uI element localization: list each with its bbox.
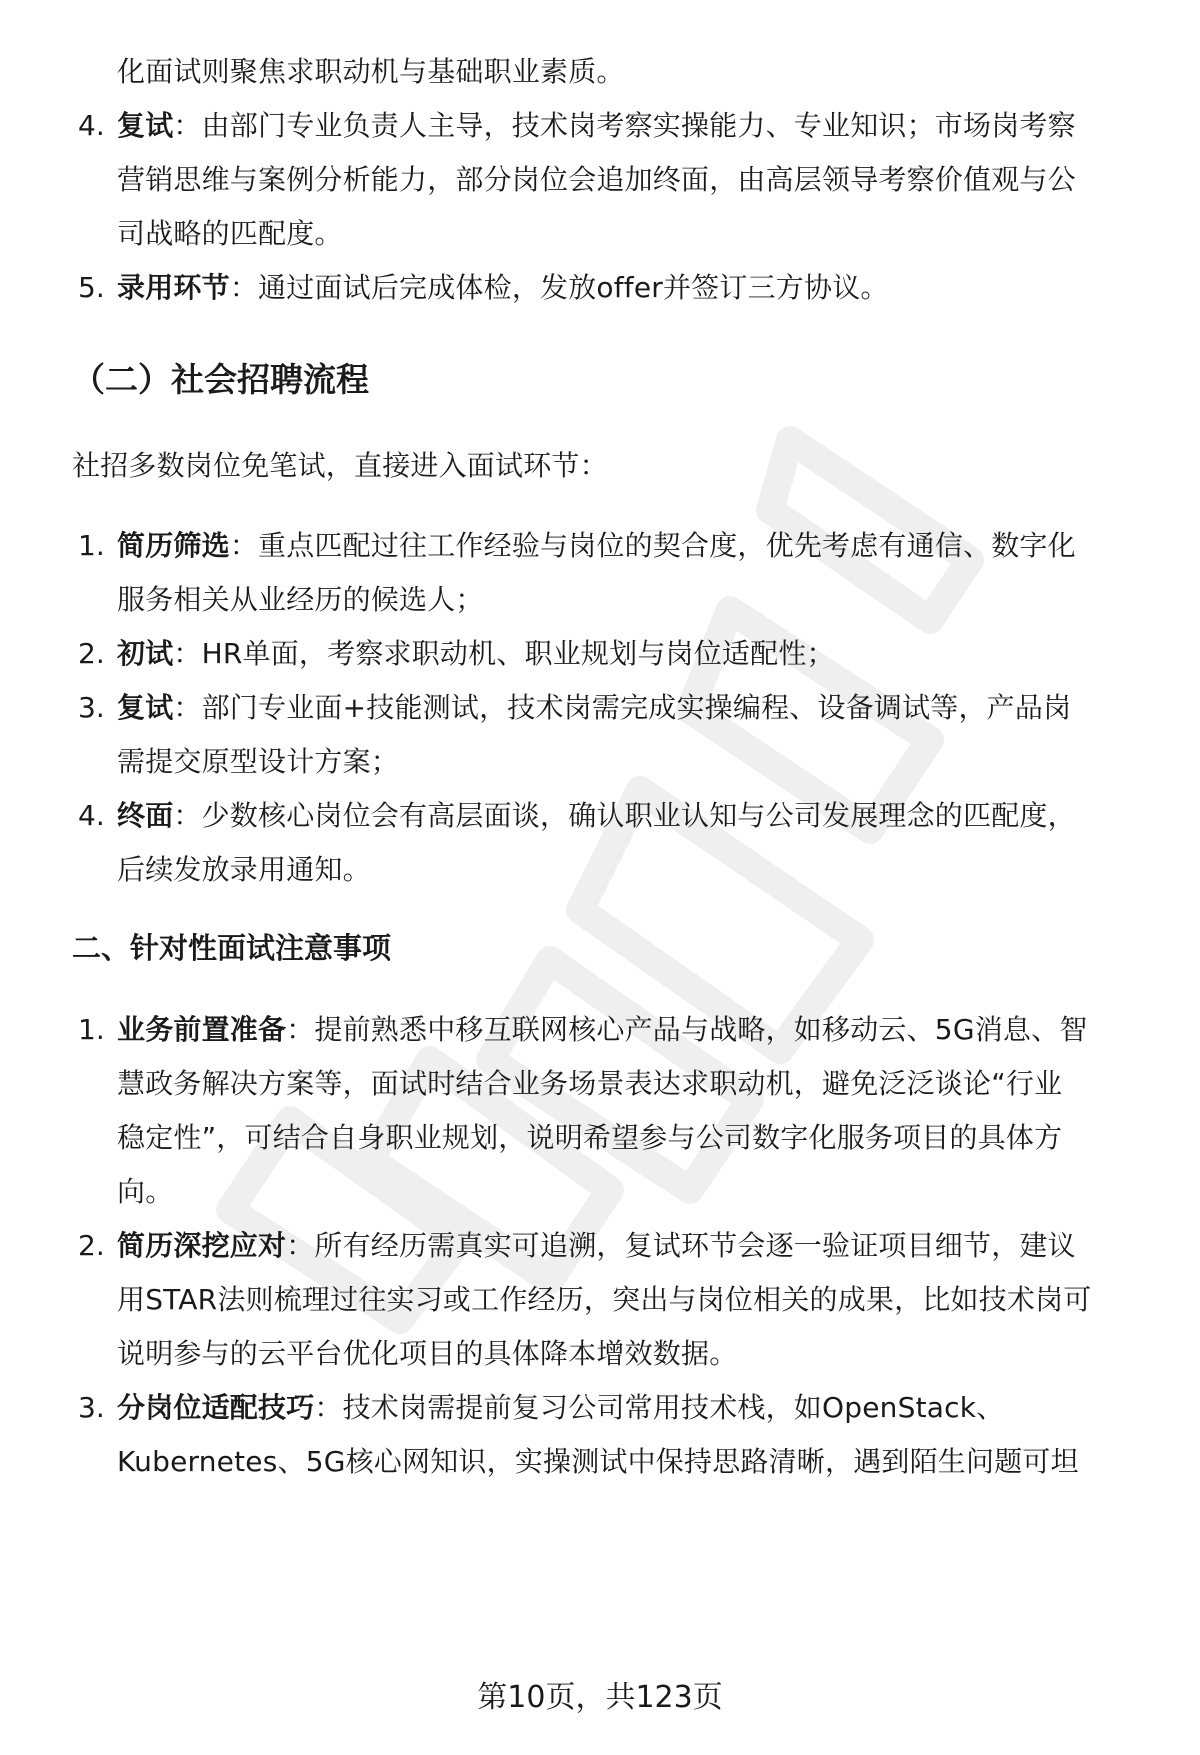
list-number: 2. [78,1229,105,1262]
list-item-term: 初试 [117,637,174,670]
list-item-line: 业务前置准备：提前熟悉中移互联网核心产品与战略，如移动云、5G消息、智 [117,1013,1088,1046]
list-number: 3. [78,691,105,724]
list-item-line: 服务相关从业经历的候选人； [117,583,484,616]
list-item-term: 分岗位适配技巧 [117,1391,315,1424]
list-item-line: 向。 [117,1175,174,1208]
list-item-line: 分岗位适配技巧：技术岗需提前复习公司常用技术栈，如OpenStack、 [117,1391,1005,1424]
list-item-line: 用STAR法则梳理过往实习或工作经历，突出与岗位相关的成果，比如技术岗可 [117,1283,1092,1316]
list-item-line: 司战略的匹配度。 [117,217,343,250]
list-number: 5. [78,271,105,304]
list-item-line: 说明参与的云平台优化项目的具体降本增效数据。 [117,1337,738,1370]
list-number: 2. [78,637,105,670]
list-number: 4. [78,109,105,142]
section-heading: （二）社会招聘流程 [72,360,369,399]
list-item-line: 营销思维与案例分析能力，部分岗位会追加终面，由高层领导考察价值观与公 [117,163,1076,196]
section-intro: 社招多数岗位免笔试，直接进入面试环节： [72,449,608,482]
list-item-line: 后续发放录用通知。 [117,853,371,886]
list-number: 3. [78,1391,105,1424]
section-heading: 二、针对性面试注意事项 [72,931,392,965]
list-item-line: 复试：部门专业面+技能测试，技术岗需完成实操编程、设备调试等，产品岗 [117,691,1072,724]
list-item-line: 稳定性”，可结合自身职业规划，说明希望参与公司数字化服务项目的具体方 [117,1121,1063,1154]
list-number: 1. [78,529,105,562]
list-item-term: 复试 [117,109,174,142]
list-item-line: 复试：由部门专业负责人主导，技术岗考察实操能力、专业知识；市场岗考察 [117,109,1076,142]
list-number: 4. [78,799,105,832]
list-item-line: 录用环节：通过面试后完成体检，发放offer并签订三方协议。 [117,271,889,304]
list-item-line: 初试：HR单面，考察求职动机、职业规划与岗位适配性； [117,637,835,670]
page-number: 第10页，共123页 [477,1680,723,1715]
list-item-term: 终面 [117,799,174,832]
list-item-term: 业务前置准备 [117,1013,287,1046]
list-continuation: 化面试则聚焦求职动机与基础职业素质。 [117,55,625,88]
list-item-term: 复试 [117,691,174,724]
list-item-term: 简历深挖应对 [117,1229,287,1262]
list-item-line: 慧政务解决方案等，面试时结合业务场景表达求职动机，避免泛泛谈论“行业 [117,1067,1063,1100]
list-item-term: 录用环节 [117,271,230,304]
list-item-line: 简历筛选：重点匹配过往工作经验与岗位的契合度，优先考虑有通信、数字化 [117,529,1076,562]
list-item-line: 需提交原型设计方案； [117,745,400,778]
list-item-line: Kubernetes、5G核心网知识，实操测试中保持思路清晰，遇到陌生问题可坦 [117,1445,1079,1478]
list-item-line: 简历深挖应对：所有经历需真实可追溯，复试环节会逐一验证项目细节，建议 [117,1229,1076,1262]
list-item-term: 简历筛选 [117,529,230,562]
list-number: 1. [78,1013,105,1046]
list-item-line: 终面：少数核心岗位会有高层面谈，确认职业认知与公司发展理念的匹配度， [117,799,1076,832]
